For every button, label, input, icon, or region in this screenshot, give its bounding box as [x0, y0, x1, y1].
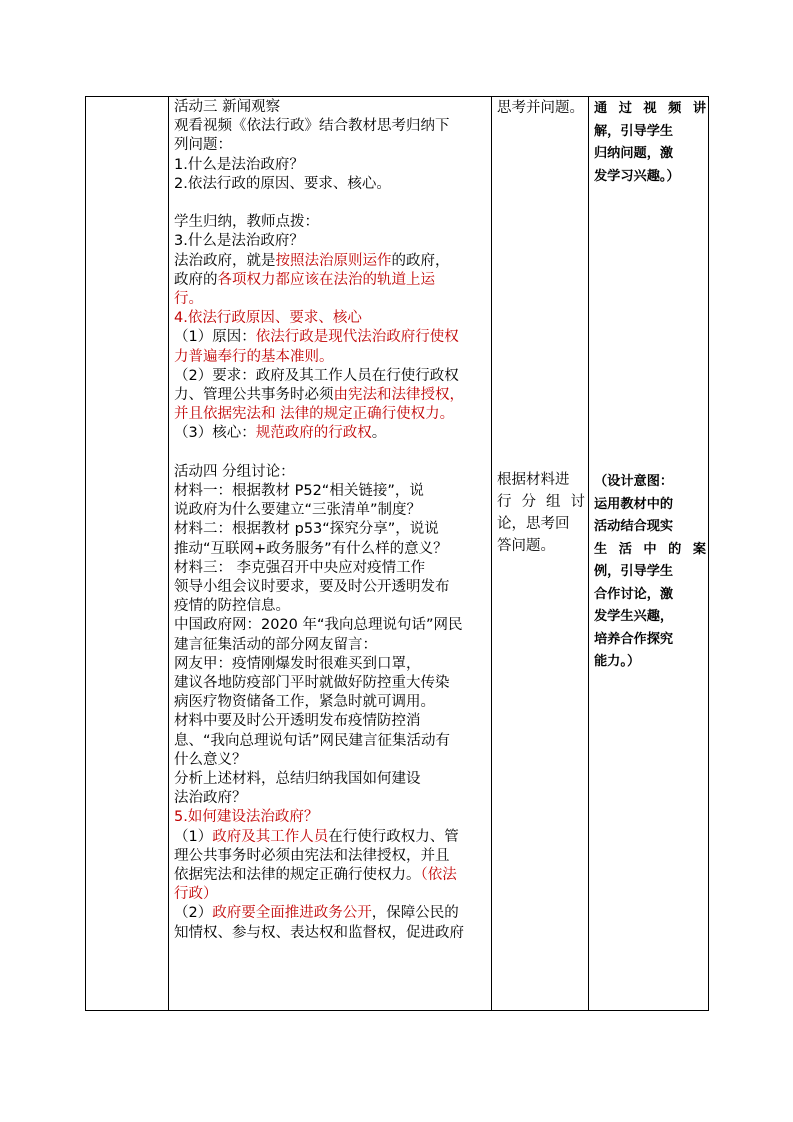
- design-intent-line: 解，引导学生: [594, 123, 674, 139]
- text-segment: 建议各地防疫部门平时就做好防控重大传染: [174, 675, 450, 691]
- column-divider-1: [168, 97, 169, 1010]
- text-segment: 材料二：根据教材 p53“探究分享”，说说: [174, 521, 439, 538]
- design-intent-line: 归纳问题，激: [594, 146, 674, 161]
- text-segment: 什么意义？: [174, 751, 247, 768]
- text-segment: 理公共事务时必须由宪法和法律授权，并且: [174, 847, 450, 864]
- text-segment: 观看视频《依法行政》结合教材思考归纳下: [174, 118, 450, 135]
- highlighted-text: 行政）: [174, 886, 218, 903]
- content-line: [174, 117, 450, 136]
- design-intent-line: 培养合作探究: [594, 631, 674, 647]
- highlighted-text: 并且依据宪法和 法律的规定正确行使权力。: [174, 406, 455, 423]
- content-line: [174, 405, 454, 424]
- design-intent-line: 合作讨论，激: [594, 586, 674, 602]
- student-activity-cell-2: [497, 469, 585, 557]
- content-line: [174, 520, 439, 539]
- content-line: [174, 674, 450, 693]
- content-line: [174, 156, 304, 175]
- content-line: [174, 348, 334, 367]
- content-line: [174, 616, 463, 635]
- content-line: [174, 482, 424, 501]
- column-divider-2: [491, 97, 492, 1010]
- text-segment: 的政府，: [391, 252, 450, 269]
- content-line: [174, 770, 421, 789]
- text-segment: 病医疗物资储备工作，紧急时就可调用。: [174, 694, 435, 711]
- text-segment: 材料一：根据教材 P52“相关链接”，说: [174, 483, 424, 499]
- content-line: [174, 367, 459, 386]
- student-activity-line: 论，思考回: [497, 516, 570, 532]
- content-line: [174, 559, 425, 578]
- text-segment: （1）: [174, 828, 213, 845]
- highlighted-text: 依法行政是现代法治政府行使权: [255, 329, 459, 346]
- text-segment: 在行使行政权力、管: [328, 828, 459, 845]
- content-line: [174, 501, 421, 520]
- text-segment: 3.什么是法治政府？: [174, 233, 304, 250]
- content-line: [174, 213, 319, 232]
- text-segment: 力、管理公共事务时必须: [174, 387, 334, 403]
- text-segment: 领导小组会议时要求，要及时公开透明发布: [174, 579, 450, 595]
- design-intent-line: 运用教材中的: [594, 496, 674, 512]
- design-intent-line: 通 过 视 频 讲: [594, 101, 706, 116]
- design-intent-cell-1: [594, 98, 706, 188]
- highlighted-text: 规范政府的行政权: [255, 425, 372, 442]
- text-segment: 政府的: [174, 271, 218, 288]
- text-segment: 知情权、参与权、表达权和监督权，促进政府: [174, 924, 464, 941]
- text-segment: 说政府为什么要建立“三张清单”制度？: [174, 502, 422, 519]
- student-activity-line: 根据材料进: [497, 472, 570, 488]
- content-line: [174, 136, 232, 155]
- text-segment: 2.依法行政的原因、要求、核心。: [174, 175, 391, 192]
- text-segment: 法治政府，就是: [174, 252, 276, 269]
- text-segment: （2）: [174, 905, 213, 922]
- content-line: [174, 463, 295, 482]
- student-activity-line: 思考并问题。: [497, 100, 584, 116]
- highlighted-text: 5.如何建设法治政府？: [174, 809, 319, 826]
- highlighted-text: 按照法治原则运作: [275, 252, 392, 269]
- highlighted-text: 政府及其工作人员: [212, 828, 329, 845]
- text-segment: ，保障公民的: [371, 905, 459, 922]
- text-segment: （1）原因：: [174, 329, 256, 346]
- text-segment: 学生归纳，教师点拨：: [174, 214, 319, 231]
- text-segment: 法治政府？: [174, 790, 247, 807]
- content-line: [174, 751, 247, 770]
- design-intent-line: 能力。）: [594, 654, 641, 669]
- content-line: [174, 847, 450, 866]
- design-intent-line: 发学生兴趣，: [594, 609, 674, 624]
- student-activity-line: 行 分 组 讨: [497, 494, 585, 510]
- content-line: [174, 540, 448, 559]
- text-segment: 材料中要及时公开透明发布疫情防控消: [174, 713, 421, 730]
- text-segment: 网友甲：疫情刚爆发时很难买到口罩，: [174, 655, 421, 672]
- content-line: [174, 655, 421, 674]
- text-segment: 中国政府网：2020 年“我向总理说句话”网民: [174, 617, 463, 634]
- design-intent-line: 发学习兴趣。）: [594, 168, 680, 184]
- content-line: [174, 232, 304, 251]
- text-segment: （2）要求：政府及其工作人员在行使行政权: [174, 367, 459, 384]
- highlighted-text: 力普遍奉行的基本准则。: [174, 348, 334, 365]
- content-line: [174, 271, 435, 290]
- content-line: [174, 789, 247, 808]
- content-line: [174, 693, 435, 712]
- text-segment: （3）核心：: [174, 425, 256, 442]
- highlighted-text: 政府要全面推进政务公开: [212, 905, 372, 922]
- text-segment: 。: [371, 425, 387, 442]
- content-line: [174, 904, 459, 923]
- design-intent-line: 生 活 中 的 案: [594, 541, 706, 557]
- highlighted-text: 行。: [174, 291, 203, 307]
- text-segment: 依据宪法和法律的规定正确行使权力。: [174, 867, 421, 883]
- text-segment: 材料三： 李克强召开中央应对疫情工作: [174, 559, 426, 576]
- content-line: [174, 328, 459, 347]
- content-line: [174, 885, 218, 904]
- design-intent-line: （设计意图：: [594, 474, 674, 489]
- content-line: [174, 309, 362, 328]
- content-line: [174, 808, 318, 827]
- text-segment: 1.什么是法治政府？: [174, 156, 304, 173]
- content-line: [174, 924, 464, 943]
- content-line: [174, 424, 386, 443]
- content-line: [174, 290, 203, 309]
- content-line: [174, 712, 421, 731]
- design-intent-line: 例，引导学生: [594, 564, 674, 579]
- text-segment: 建言征集活动的部分网友留言：: [174, 636, 377, 653]
- lesson-plan-table: [85, 96, 709, 1011]
- highlighted-text: （依法: [420, 867, 457, 883]
- student-activity-line: 答问题。: [497, 538, 555, 554]
- content-line: [174, 175, 391, 194]
- content-line: [174, 578, 450, 597]
- content-line: [174, 597, 290, 616]
- content-line: [174, 98, 280, 117]
- content-line: [174, 866, 457, 885]
- column-divider-3: [588, 97, 589, 1010]
- text-segment: 疫情的防控信息。: [174, 598, 290, 615]
- text-segment: 推动“互联网+政务服务”有什么样的意义？: [174, 540, 448, 557]
- design-intent-line: 活动结合现实: [594, 519, 674, 534]
- content-line: [174, 828, 459, 847]
- text-segment: 分析上述材料，总结归纳我国如何建设: [174, 771, 421, 787]
- text-segment: 活动三 新闻观察: [174, 99, 281, 115]
- highlighted-text: 各项权力都应该在法治的轨道上运: [217, 271, 435, 288]
- highlighted-text: 4.依法行政原因、要求、核心: [174, 310, 362, 327]
- content-line: [174, 732, 450, 751]
- text-segment: 活动四 分组讨论：: [174, 463, 295, 480]
- text-segment: 息、“我向总理说句话”网民建言征集活动有: [174, 732, 451, 749]
- design-intent-cell-2: [594, 471, 706, 674]
- student-activity-cell-1: [497, 97, 585, 119]
- content-line: [174, 386, 464, 405]
- highlighted-text: 由宪法和法律授权，: [333, 387, 464, 403]
- content-line: [174, 252, 450, 271]
- content-line: [174, 636, 377, 655]
- text-segment: 列问题：: [174, 137, 232, 154]
